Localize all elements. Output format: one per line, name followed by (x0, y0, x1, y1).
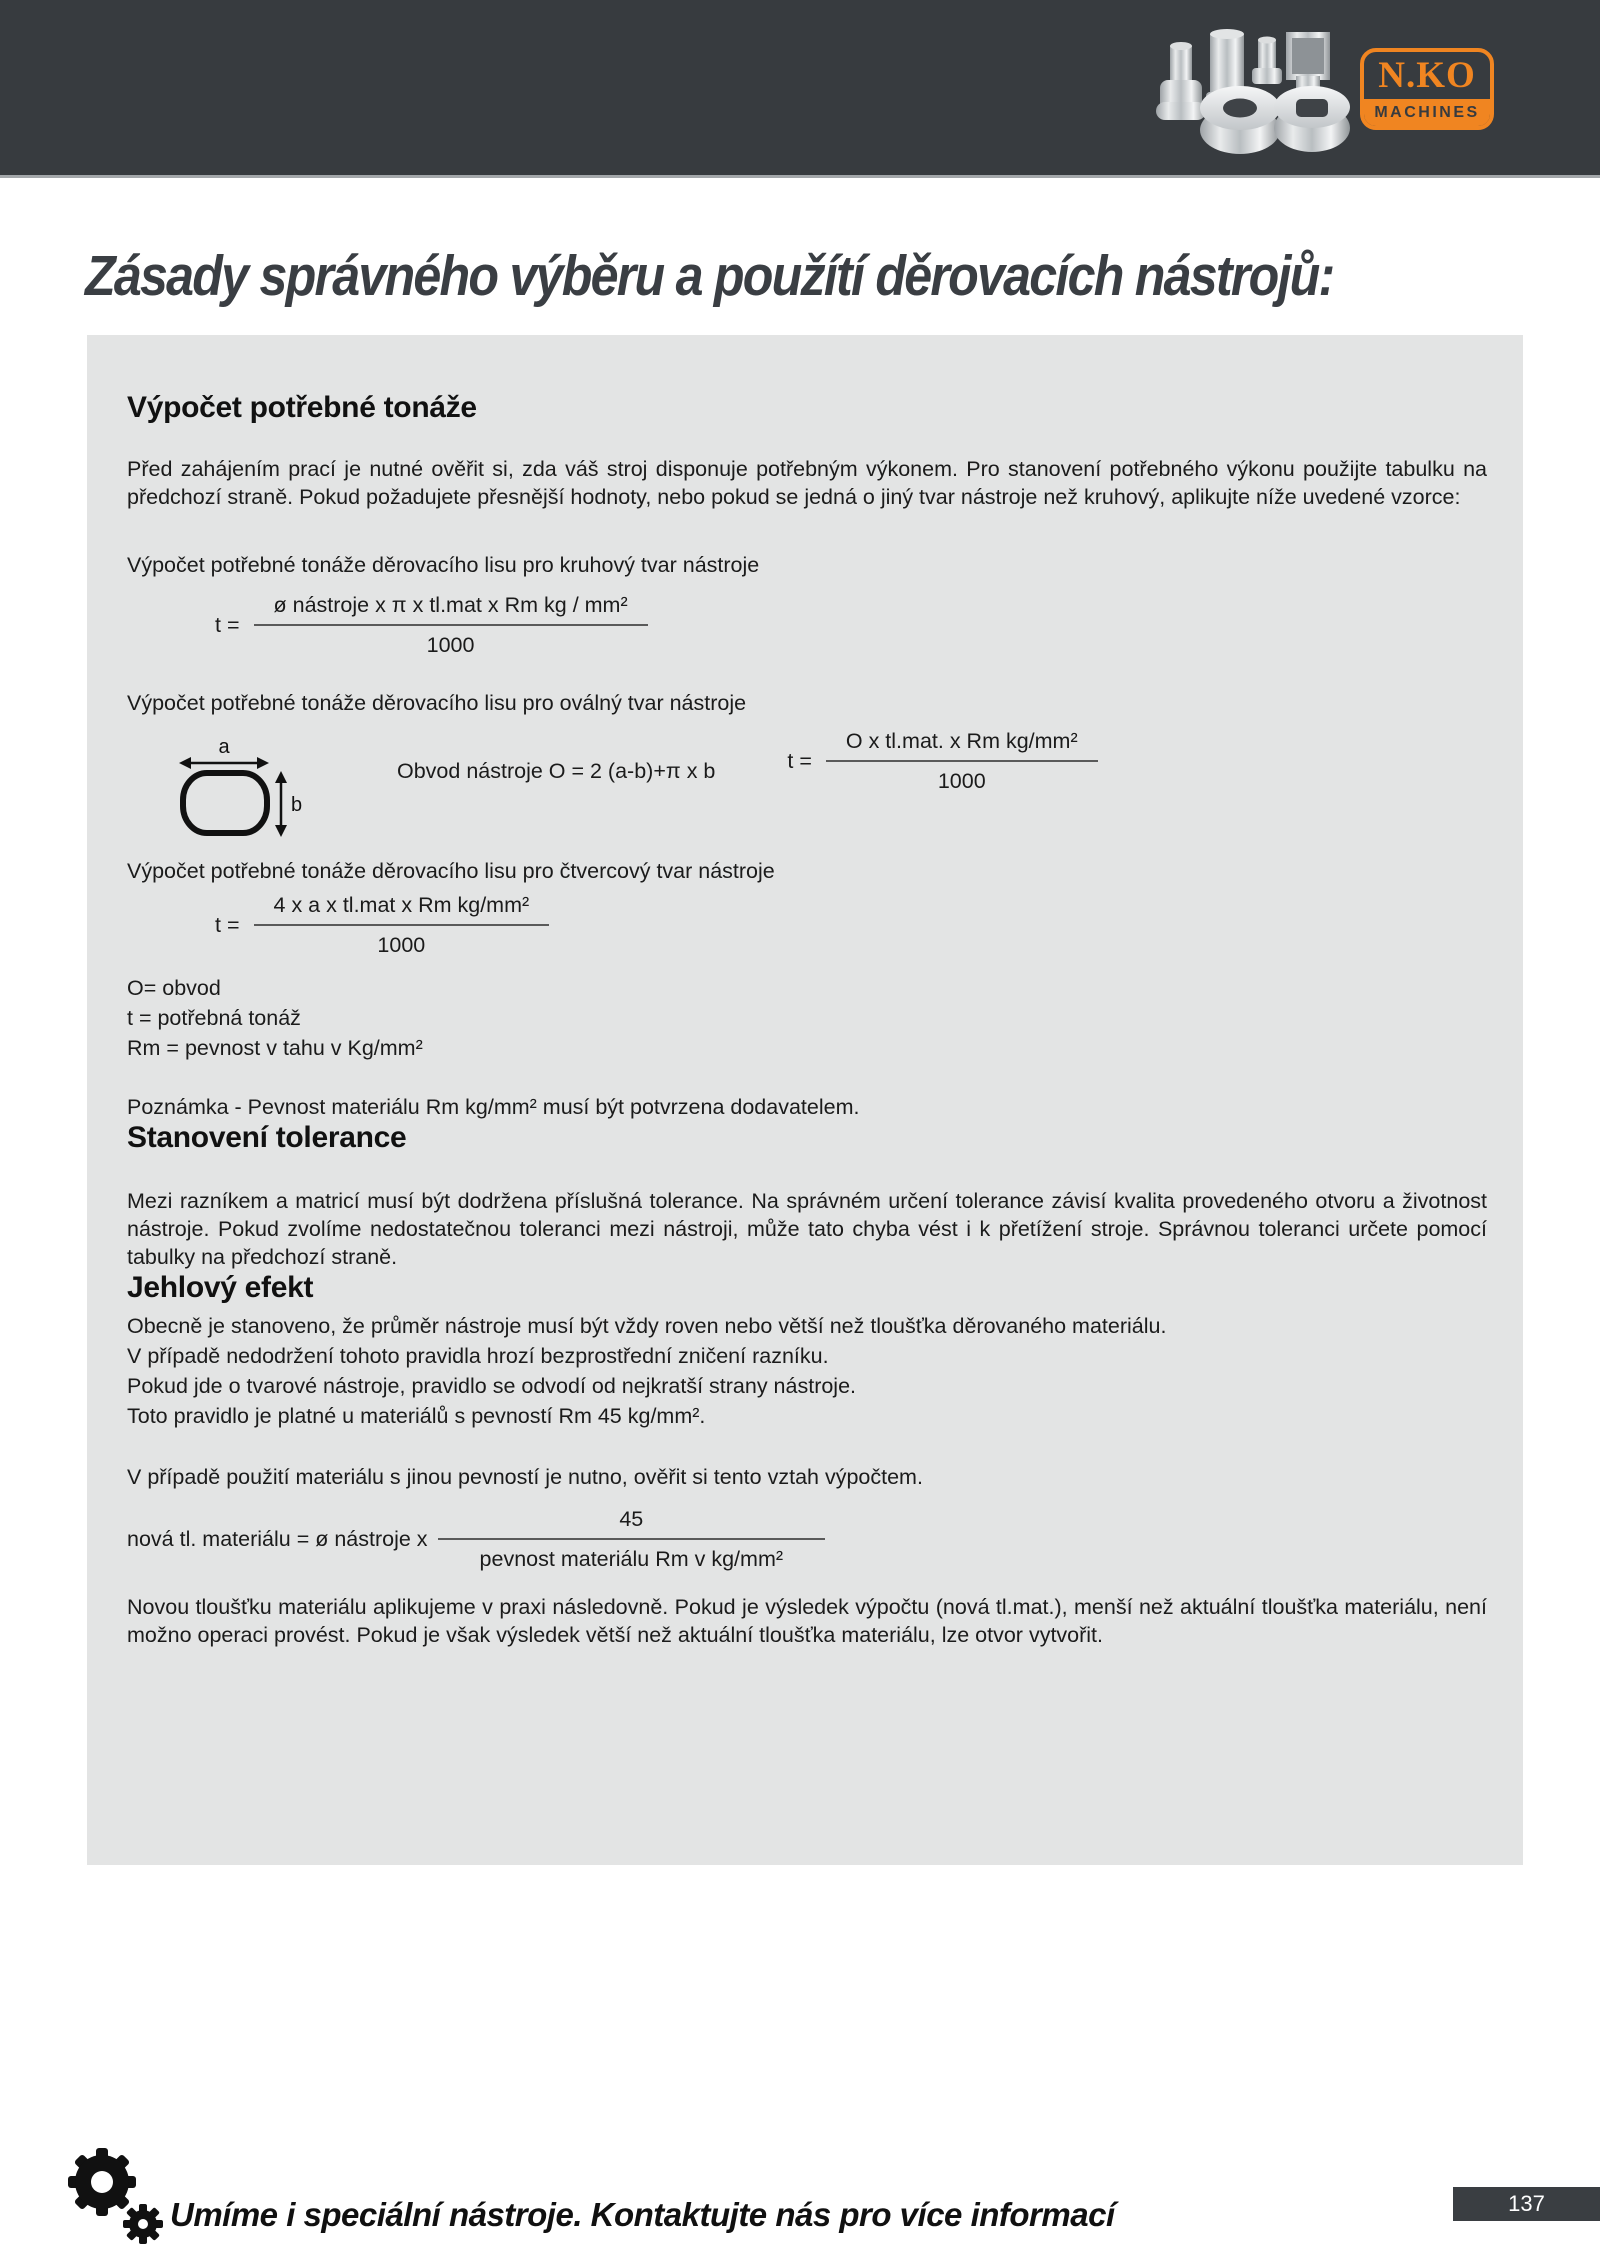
oval-tool-diagram (177, 739, 317, 847)
content-panel (87, 335, 1523, 1865)
oval-diagram-row (127, 727, 1487, 839)
formula-lhs: t = (215, 913, 240, 937)
fraction-numerator: ø nástroje x π x tl.mat x Rm kg / mm² (254, 591, 648, 626)
symbol-definitions (127, 973, 1487, 1063)
logo-text: N.KO (1378, 55, 1476, 96)
die-front-row (1200, 86, 1350, 154)
formula-lhs: t = (787, 749, 812, 773)
footer-tagline: Umíme i speciální nástroje. Kontaktujte nás pro více informací (170, 2196, 1115, 2233)
logo-subtitle: MACHINES (1364, 99, 1490, 126)
page-title: Zásady správného výběru a použítí děrovacích nástrojů: (85, 244, 1334, 308)
needle-rule: Toto pravidlo je platné u materiálů s pevností Rm 45 kg/mm². (127, 1404, 706, 1428)
fraction-denominator: 1000 (937, 769, 986, 793)
circular-formula (215, 591, 1487, 659)
section-heading-tonnage: Výpočet potřebné tonáže (127, 391, 477, 424)
tolerance-body: Mezi razníkem a matricí musí být dodržena příslušná tolerance. Na správném určení tolerance závisí kvalita provedeného otvoru a životnost nástroje. Pokud zvolíme nedostatečnou toleranci mezi nástroji, může tato chyba vést i k přetížení stroje. Správnou toleranci určete pomocí tabulky na předchozí straně. (127, 1189, 1487, 1269)
needle-rule: Pokud jde o tvarové nástroje, pravidlo se odvodí od nejkratší strany nástroje. (127, 1374, 857, 1398)
fraction (438, 1505, 825, 1573)
formula-lhs: nová tl. materiálu = ø nástroje x (127, 1527, 428, 1551)
tonnage-note: Poznámka - Pevnost materiálu Rm kg/mm² musí být potvrzena dodavatelem. (127, 1095, 860, 1119)
fraction-numerator: 45 (438, 1505, 825, 1540)
fraction (254, 891, 550, 959)
oval-shape (183, 773, 267, 833)
punch-tools-photo (1140, 18, 1355, 160)
page-number-badge (1453, 2187, 1600, 2221)
formula-lhs: t = (215, 613, 240, 637)
fraction-denominator: 1000 (377, 933, 426, 957)
needle-rule: Obecně je stanoveno, že průměr nástroje musí být vždy roven nebo větší než tloušťka děrovaného materiálu. (127, 1314, 1167, 1338)
nko-machines-logo (1360, 48, 1494, 130)
section-heading-tolerance: Stanovení tolerance (127, 1121, 407, 1154)
fraction-denominator: pevnost materiálu Rm v kg/mm² (479, 1547, 784, 1571)
oval-formula-label: Výpočet potřebné tonáže děrovacího lisu pro oválný tvar nástroje (127, 691, 747, 715)
page-header (0, 0, 1600, 178)
small-gear (123, 2204, 163, 2244)
fraction-numerator: O x tl.mat. x Rm kg/mm² (826, 727, 1098, 762)
page-number: 137 (1508, 2191, 1545, 2216)
oval-formula (787, 727, 1097, 795)
new-thickness-formula (127, 1505, 1487, 1573)
square-formula-label: Výpočet potřebné tonáže děrovacího lisu pro čtvercový tvar nástroje (127, 859, 775, 883)
fraction (826, 727, 1098, 795)
circular-formula-label: Výpočet potřebné tonáže děrovacího lisu pro kruhový tvar nástroje (127, 553, 760, 577)
needle-conclusion: Novou tloušťku materiálu aplikujeme v praxi následovně. Pokud je výsledek výpočtu (nová tl.mat.), menší než aktuální tloušťka materiálu, není možno operaci provést. Pokud je však výsledek větší než aktuální tloušťka materiálu, lze otvor vytvořit. (127, 1595, 1487, 1647)
oval-perimeter-equation: Obvod nástroje O = 2 (a-b)+π x b (397, 759, 716, 783)
tonnage-intro: Před zahájením prací je nutné ověřit si, zda váš stroj disponuje potřebným výkonem. Pro stanovení potřebného výkonu použijte tabulku na předchozí straně. Pokud požadujete přesnější hodnoty, nebo pokud se jedná o jiný tvar nástroje než kruhový, aplikujte níže uvedené vzorce: (127, 457, 1487, 509)
section-heading-needle-effect: Jehlový efekt (127, 1271, 314, 1304)
dim-a-label: a (218, 739, 230, 758)
gears-icon (60, 2142, 168, 2244)
fraction-numerator: 4 x a x tl.mat x Rm kg/mm² (254, 891, 550, 926)
needle-check-line: V případě použití materiálu s jinou pevností je nutno, ověřit si tento vztah výpočtem. (127, 1465, 923, 1489)
fraction (254, 591, 648, 659)
needle-rule: V případě nedodržení tohoto pravidla hrozí bezprostřední zničení razníku. (127, 1344, 829, 1368)
fraction-denominator: 1000 (426, 633, 475, 657)
definition-Rm: Rm = pevnost v tahu v Kg/mm² (127, 1036, 423, 1060)
big-gear (68, 2148, 136, 2216)
needle-effect-rules (127, 1311, 1487, 1431)
square-formula (215, 891, 1487, 959)
definition-O: O= obvod (127, 976, 221, 1000)
dim-b-label: b (291, 794, 303, 816)
definition-t: t = potřebná tonáž (127, 1006, 301, 1030)
